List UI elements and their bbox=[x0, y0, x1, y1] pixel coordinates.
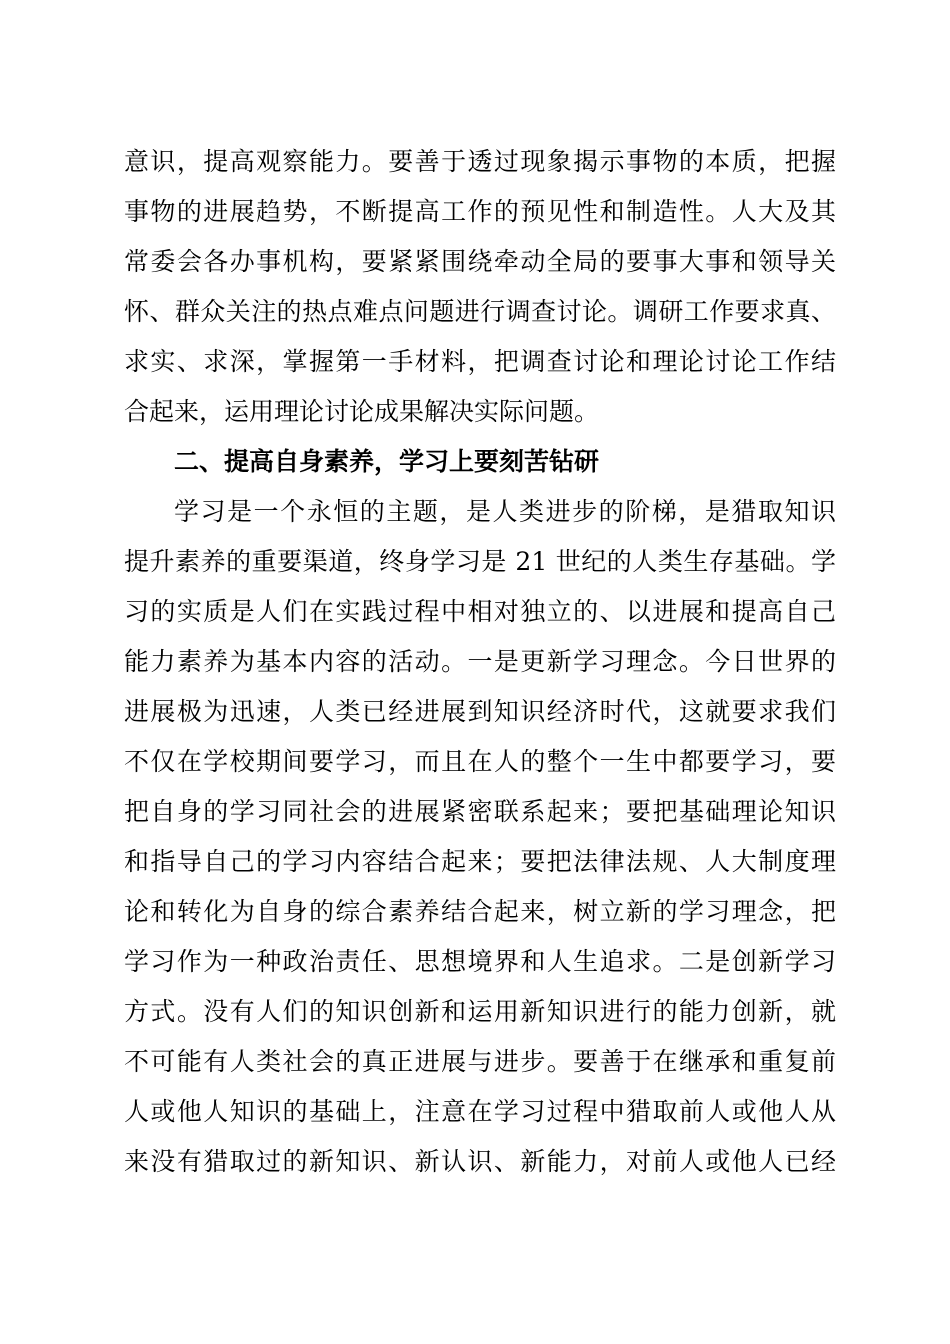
paragraph-line: 学习作为一种政治责任、思想境界和人生追求。二是创新学习 bbox=[124, 947, 836, 976]
paragraph-line: 来没有猎取过的新知识、新认识、新能力，对前人或他人已经 bbox=[124, 1147, 836, 1176]
paragraph-line: 方式。没有人们的知识创新和运用新知识进行的能力创新，就 bbox=[124, 997, 836, 1026]
paragraph-line: 不可能有人类社会的真正进展与进步。要善于在继承和重复前 bbox=[124, 1047, 836, 1076]
paragraph-line: 怀、群众关注的热点难点问题进行调查讨论。调研工作要求真、 bbox=[124, 297, 836, 326]
paragraph-line: 求实、求深，掌握第一手材料，把调查讨论和理论讨论工作结 bbox=[124, 347, 836, 376]
paragraph-line: 能力素养为基本内容的活动。一是更新学习理念。今日世界的 bbox=[124, 647, 836, 676]
paragraph-line: 把自身的学习同社会的进展紧密联系起来；要把基础理论知识 bbox=[124, 797, 836, 826]
paragraph-line: 常委会各办事机构，要紧紧围绕牵动全局的要事大事和领导关 bbox=[124, 247, 836, 276]
paragraph-line: 合起来，运用理论讨论成果解决实际问题。 bbox=[124, 397, 600, 426]
paragraph-line: 意识，提高观察能力。要善于透过现象揭示事物的本质，把握 bbox=[124, 147, 836, 176]
paragraph-line: 提升素养的重要渠道，终身学习是 21 世纪的人类生存基础。学 bbox=[124, 547, 836, 576]
paragraph-line: 习的实质是人们在实践过程中相对独立的、以进展和提高自己 bbox=[124, 597, 836, 626]
paragraph-line: 和指导自己的学习内容结合起来；要把法律法规、人大制度理 bbox=[124, 847, 836, 876]
section-heading: 二、提高自身素养，学习上要刻苦钻研 bbox=[174, 447, 600, 476]
paragraph-line: 论和转化为自身的综合素养结合起来，树立新的学习理念，把 bbox=[124, 897, 836, 926]
paragraph-line: 学习是一个永恒的主题，是人类进步的阶梯，是猎取知识 bbox=[174, 497, 836, 526]
paragraph-line: 人或他人知识的基础上，注意在学习过程中猎取前人或他人从 bbox=[124, 1097, 836, 1126]
paragraph-line: 不仅在学校期间要学习，而且在人的整个一生中都要学习，要 bbox=[124, 747, 836, 776]
paragraph-line: 事物的进展趋势，不断提高工作的预见性和制造性。人大及其 bbox=[124, 197, 836, 226]
paragraph-line: 进展极为迅速，人类已经进展到知识经济时代，这就要求我们 bbox=[124, 697, 836, 726]
